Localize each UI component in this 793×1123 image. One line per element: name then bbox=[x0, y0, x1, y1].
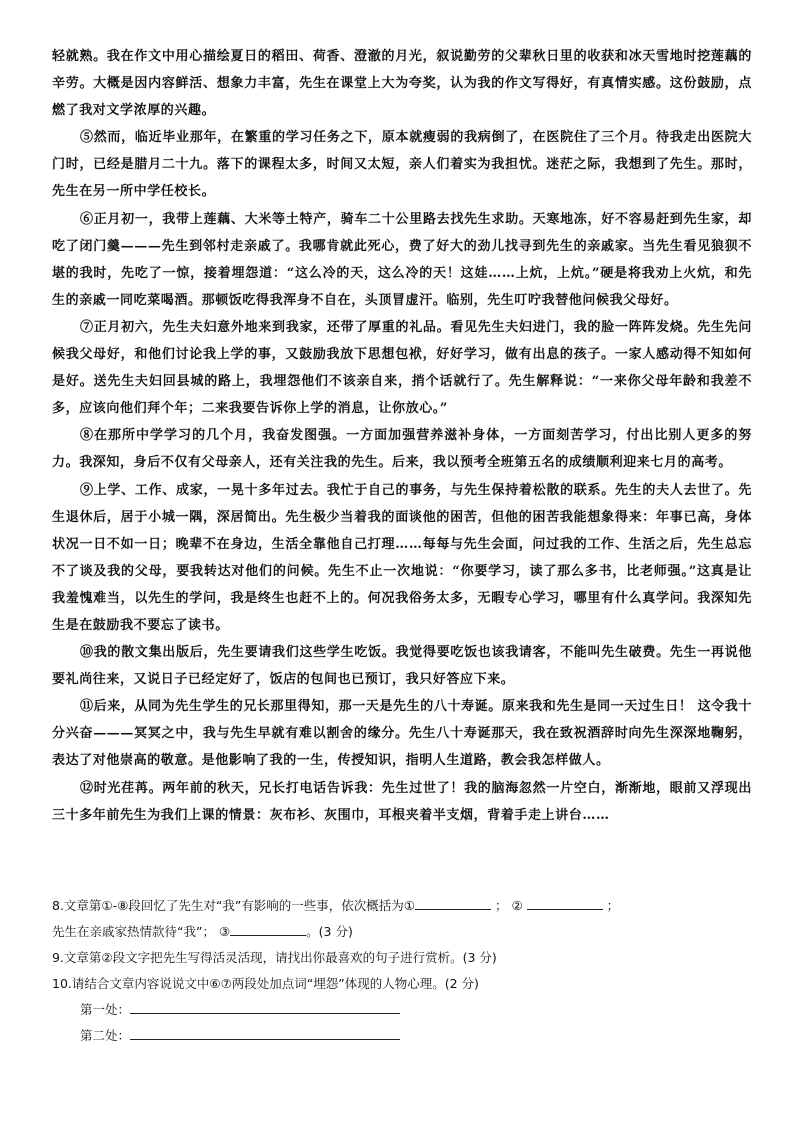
answer-blank-second[interactable] bbox=[130, 1025, 400, 1040]
answer-label: 第二处： bbox=[80, 1028, 131, 1043]
paragraph: ⑥正月初一，我带上莲藕、大米等土特产，骑车二十公里路去找先生求助。天寒地冻，好不容易赶到先生家，却吃了闭门羹———先生到邻村走亲戚了。我哪肯就此死心，费了好大的劲儿找寻到先生的亲戚家。当先生看见狼狈不堪的我时，先吃了一惊，接着埋怨道：“这么冷的天，这么冷的天！这娃……上炕，上炕。”硬是将我劝上火炕，和先生的亲戚一同吃菜喝酒。那顿饭吃得我浑身不自在，头顶冒虚汗。临别，先生叮咛我替他问候我父母好。 bbox=[52, 211, 752, 308]
answer-blank-first[interactable] bbox=[130, 999, 400, 1014]
paragraph: ⑪后来，从同为先生学生的兄长那里得知，那一天是先生的八十寿诞。原来我和先生是同一天过生日！ 这令我十分兴奋———冥冥之中，我与先生早就有难以割舍的缘分。先生八十寿诞那天，我在致祝酒辞时向先生深深地鞠躬，表达了对他崇高的敬意。是他影响了我的一生，传授知识，指明人生道路，教会我怎样做人。 bbox=[52, 699, 752, 769]
paragraph: ⑧在那所中学学习的几个月，我奋发图强。一方面加强营养滋补身体，一方面刻苦学习，付出比别人更多的努力。我深知，身后不仅有父母亲人，还有关注我的先生。后来，我以预考全班第五名的成绩顺利迎来七月的高考。 bbox=[52, 428, 752, 471]
answer-blank-3[interactable] bbox=[230, 921, 306, 936]
answer-blank-1[interactable] bbox=[415, 895, 491, 910]
question-8-text: 8.文章第①-⑧段回忆了先生对“我”有影响的一些事，依次概括为① bbox=[52, 898, 416, 913]
question-10: 10.请结合文章内容说说文中⑥⑦两段处加点词“埋怨”体现的人物心理。(2 分) bbox=[52, 976, 479, 991]
question-8-separator: ； bbox=[606, 898, 620, 913]
question-8-separator: ； ② bbox=[495, 898, 523, 913]
paragraph: ⑩我的散文集出版后，先生要请我们这些学生吃饭。我觉得要吃饭也该我请客，不能叫先生破费。先生一再说他要礼尚往来，又说日子已经定好了，饭店的包间也已预订，我只好答应下来。 bbox=[52, 645, 752, 688]
answer-line-1 bbox=[52, 997, 752, 1023]
passage bbox=[52, 43, 752, 829]
answer-line-2 bbox=[52, 1023, 752, 1049]
question-8-continued bbox=[52, 919, 752, 945]
answer-label: 第一处： bbox=[80, 1002, 131, 1017]
paragraph: ⑤然而，临近毕业那年，在繁重的学习任务之下，原本就瘦弱的我病倒了，在医院住了三个月。待我走出医院大门时，已经是腊月二十九。落下的课程太多，时间又太短，亲人们着实为我担忧。迷茫之际，我想到了先生。那时，先生在另一所中学任校长。 bbox=[52, 130, 752, 200]
paragraph: ⑨上学、工作、成家，一晃十多年过去。我忙于自己的事务，与先生保持着松散的联系。先生的夫人去世了。先生退休后，居于小城一隅，深居简出。先生极少当着我的面谈他的困苦，但他的困苦我能想象得来：年事已高，身体状况一日不如一日；晚辈不在身边，生活全靠他自己打理……每每与先生会面，问过我的工作、生活之后，先生总忘不了谈及我的父母，要我转达对他们的问候。先生不止一次地说：“你要学习，读了那么多书，比老师强。”这真是让我羞愧难当，以先生的学问，我是终生也赶不上的。何况我俗务太多，无暇专心学习，哪里有什么真学问。我深知先生是在鼓励我不要忘了读书。 bbox=[52, 482, 752, 633]
question-8-score: 。(3 分) bbox=[306, 924, 353, 939]
questions bbox=[52, 893, 752, 1049]
answer-blank-2[interactable] bbox=[527, 895, 603, 910]
question-8 bbox=[52, 893, 752, 919]
paragraph: 轻就熟。我在作文中用心描绘夏日的稻田、荷香、澄澈的月光，叙说勤劳的父辈秋日里的收获和冰天雪地时挖莲藕的辛劳。大概是因内容鲜活、想象力丰富，先生在课堂上大为夸奖，认为我的作文写得好，有真情实感。这份鼓励，点燃了我对文学浓厚的兴趣。 bbox=[52, 49, 752, 119]
paragraph: ⑫时光荏苒。两年前的秋天，兄长打电话告诉我：先生过世了！我的脑海忽然一片空白，渐渐地，眼前又浮现出三十多年前先生为我们上课的情景：灰布衫、灰围巾，耳根夹着半支烟，背着手走上讲台…… bbox=[52, 780, 752, 823]
question-9: 9.文章第②段文字把先生写得活灵活现，请找出你最喜欢的句子进行赏析。(3 分) bbox=[52, 950, 497, 965]
paragraph: ⑦正月初六，先生夫妇意外地来到我家，还带了厚重的礼品。看见先生夫妇进门，我的脸一阵阵发烧。先生先问候我父母好，和他们讨论我上学的事，又鼓励我放下思想包袱，好好学习，做有出息的孩子。一家人感动得不知如何是好。送先生夫妇回县城的路上，我埋怨他们不该亲自来，捎个话就行了。先生解释说：“一来你父母年龄和我差不多，应该向他们拜个年；二来我要告诉你上学的消息，让你放心。” bbox=[52, 319, 752, 417]
question-8-text: 先生在亲戚家热情款待“我”； ③ bbox=[52, 924, 231, 939]
